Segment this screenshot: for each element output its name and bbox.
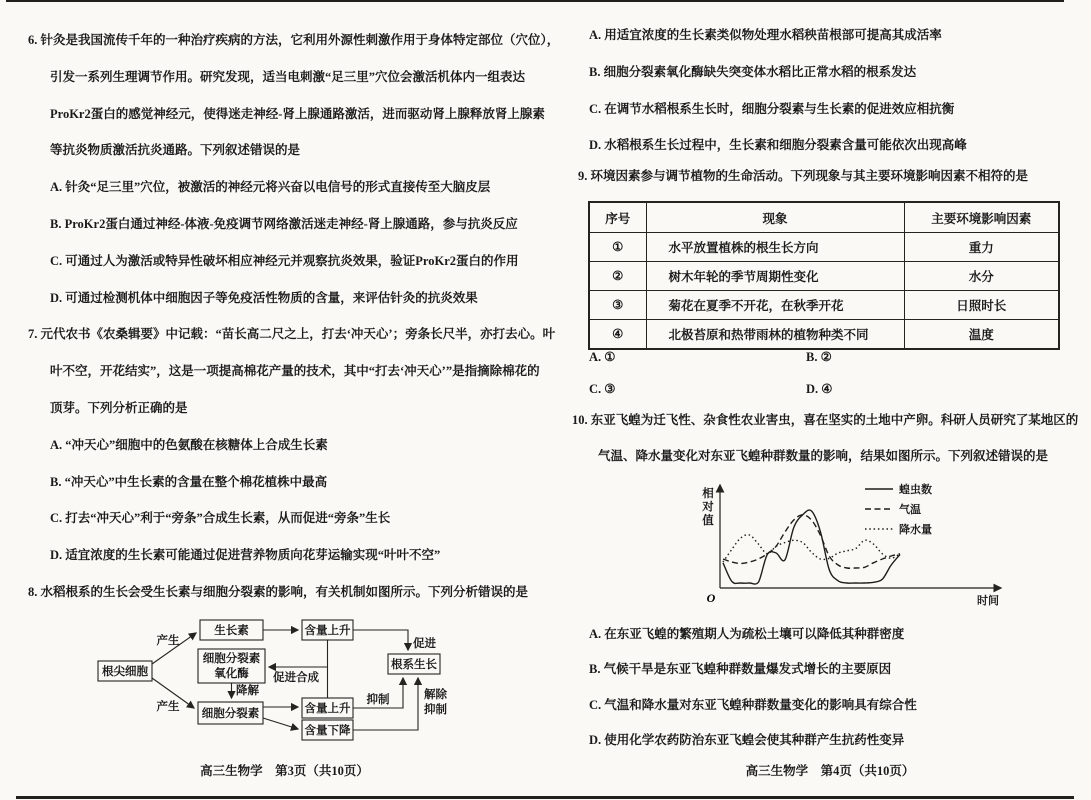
question-8-option-d: D. 水稻根系生长过程中，生长素和细胞分裂素含量可能依次出现高峰	[589, 138, 967, 153]
q9-table-row	[589, 233, 1059, 262]
question-8-option-a: A. 用适宜浓度的生长素类似物处理水稻秧苗根部可提高其成活率	[589, 28, 942, 42]
page-3-footer: 高三生物学 第3页（共10页）	[200, 764, 369, 778]
arrow-promote-root-growth	[353, 630, 408, 650]
scan-edge-top	[6, 0, 1064, 2]
x-axis-label: 时间	[977, 595, 999, 607]
question-7-option-a: A. “冲天心”细胞中的色氨酸在核糖体上合成生长素	[50, 437, 328, 452]
row-index: ④	[589, 320, 646, 350]
row-phenomenon: 树木年轮的季节周期性变化	[646, 262, 904, 291]
node-root-growth: 根系生长	[391, 659, 437, 671]
origin-label: O	[706, 591, 716, 605]
row-factor: 日照时长	[904, 291, 1059, 320]
question-7-option-d: D. 适宜浓度的生长素可能通过促进营养物质向花芽运输实现“叶叶不空”	[50, 548, 441, 563]
question-6-stem-line: 引发一系列生理调节作用。研究发现，适当电刺激“足三里”穴位会激活机体内一组表达	[50, 69, 526, 84]
q9-options-block	[572, 341, 1088, 405]
question-7-option-c: C. 打去“冲天心”利于“旁条”合成生长素，从而促进“旁条”生长	[50, 511, 391, 526]
question-6-stem-line: 等抗炎物质激活抗炎通路。下列叙述错误的是	[50, 143, 301, 158]
question-8-option-b: B. 细胞分裂素氧化酶缺失突变体水稻比正常水稻的根系发达	[589, 64, 917, 79]
question-10-option-a: A. 在东亚飞蝗的繁殖期人为疏松土壤可以降低其种群密度	[589, 627, 905, 641]
q9-table-row	[589, 262, 1059, 291]
legend-label-locusts: 蝗虫数	[899, 484, 932, 496]
label-promote: 促进	[413, 638, 436, 650]
node-auxin-rise: 含量上升	[304, 625, 351, 637]
node-cytokinin-rise: 含量上升	[304, 703, 351, 715]
question-10-option-b: B. 气候干旱是东亚飞蝗种群数量爆发式增长的主要原因	[589, 662, 892, 677]
row-index: ②	[589, 262, 646, 291]
row-phenomenon: 水平放置植株的根生长方向	[646, 233, 904, 262]
row-phenomenon: 菊花在夏季不开花，在秋季开花	[646, 291, 904, 320]
question-6-option-d: D. 可通过检测机体中细胞因子等免疫活性物质的含量，来评估针灸的抗炎效果	[50, 290, 478, 305]
question-6-stem-line: 6. 针灸是我国流传千年的一种治疗疾病的方法，它利用外源性刺激作用于身体特定部位（穴位），	[28, 33, 560, 47]
q8-options-block	[572, 17, 1088, 164]
q9-table	[588, 201, 1060, 350]
node-oxidase: 氧化酶	[214, 668, 249, 680]
row-factor: 重力	[904, 233, 1059, 262]
q9-options-row	[572, 373, 1088, 405]
arrow-cytokinin-fall	[263, 718, 298, 729]
chart-series-curves	[723, 510, 900, 584]
node-oxidase: 细胞分裂素	[202, 653, 261, 665]
population-chart	[695, 473, 1015, 623]
series-curve-dashed	[723, 515, 900, 568]
question-10-option-d: D. 使用化学农药防治东亚飞蝗会使其种群产生抗药性变异	[589, 732, 905, 747]
label-promote-synthesis: 促进合成	[273, 672, 319, 684]
question-10-stem-line: 气温、降水量变化对东亚飞蝗种群数量的影响，结果如图所示。下列叙述错误的是	[598, 449, 1049, 463]
q9-col-factor: 主要环境影响因素	[904, 202, 1059, 233]
q9-col-phenomenon: 现象	[646, 202, 904, 233]
question-6-stem-line: ProKr2蛋白的感觉神经元，使得迷走神经-肾上腺通路激活，进而驱动肾上腺释放肾上腺素	[50, 106, 545, 121]
question-6-option-b: B. ProKr2蛋白通过神经-体液-免疫调节网络激活迷走神经-肾上腺通路，参与抗炎反应	[50, 216, 518, 231]
question-9-stem-line: 9. 环境因素参与调节植物的生命活动。下列现象与其主要环境影响因素不相符的是	[578, 169, 1029, 183]
scan-edge-bottom	[16, 796, 1074, 799]
q8-mechanism-diagram	[85, 614, 485, 764]
question-9-option-a: A. ①	[589, 350, 616, 364]
q9-options-row	[572, 341, 1088, 373]
row-index: ①	[589, 233, 646, 262]
question-7-stem-line: 叶不空，开花结实”，这是一项提高棉花产量的技术，其中“打去‘冲天心’”是指摘除棉花的	[50, 364, 540, 379]
label-produce-top: 产生	[156, 635, 180, 647]
question-7-stem-line: 顶芽。下列分析正确的是	[50, 400, 188, 415]
question-8-option-c: C. 在调节水稻根系生长时，细胞分裂素与生长素的促进效应相抗衡	[589, 101, 955, 116]
question-8-stem-line: 8. 水稻根系的生长会受生长素与细胞分裂素的影响，有关机制如图所示。下列分析错误的是	[28, 584, 529, 599]
label-produce-bottom: 产生	[156, 701, 180, 713]
series-curve-dotted	[723, 535, 900, 562]
question-6-option-c: C. 可通过人为激活或特异性破坏相应神经元并观察抗炎效果，验证ProKr2蛋白的作用	[50, 253, 519, 268]
node-cytokinin: 细胞分裂素	[201, 708, 260, 720]
row-phenomenon: 北极苔原和热带雨林的植物种类不同	[646, 320, 904, 350]
q9-col-index: 序号	[589, 202, 646, 233]
question-9-option-d: D. ④	[806, 382, 833, 396]
question-9-stem	[572, 158, 1088, 195]
node-root-tip-cells: 根尖细胞	[102, 666, 148, 678]
question-10-option-c: C. 气温和降水量对东亚飞蝗种群数量变化的影响具有综合性	[589, 697, 917, 712]
question-9-option-c: C. ③	[589, 382, 616, 396]
row-index: ③	[589, 291, 646, 320]
row-factor: 水分	[904, 262, 1059, 291]
question-9-option-b: B. ②	[806, 350, 832, 364]
y-axis-label: 相对值	[701, 487, 713, 528]
question-10-stem	[572, 402, 1088, 474]
page-3-column	[28, 22, 560, 611]
row-factor: 温度	[904, 320, 1059, 350]
chart-legend	[865, 482, 932, 536]
question-7-option-b: B. “冲天心”中生长素的含量在整个棉花植株中最高	[50, 474, 328, 489]
label-inhibit: 抑制	[366, 694, 390, 706]
q9-table-header-row	[589, 202, 1059, 233]
legend-label-precipitation: 降水量	[899, 524, 932, 536]
node-cytokinin-fall: 含量下降	[304, 725, 351, 737]
q9-table-row	[589, 291, 1059, 320]
label-release-inhibit: 解除	[424, 689, 447, 701]
label-degrade: 降解	[236, 685, 259, 697]
label-release-inhibit: 抑制	[424, 704, 447, 716]
legend-label-temperature: 气温	[899, 504, 921, 516]
question-6-option-a: A. 针灸“足三里”穴位，被激活的神经元将兴奋以电信号的形式直接传至大脑皮层	[50, 180, 491, 195]
question-10-stem-line: 10. 东亚飞蝗为迁飞性、杂食性农业害虫，喜在坚实的土地中产卵。科研人员研究了某地区的	[572, 413, 1079, 427]
series-curve-solid	[723, 510, 900, 584]
page-4-footer: 高三生物学 第4页（共10页）	[745, 764, 915, 778]
question-7-stem-line: 7. 元代农书《农桑辑要》中记载：“苗长高二尺之上，打去‘冲天心’；旁条长尺半，亦打去心。叶	[28, 327, 556, 342]
q10-options-block	[572, 617, 1088, 758]
node-auxin: 生长素	[214, 625, 249, 637]
